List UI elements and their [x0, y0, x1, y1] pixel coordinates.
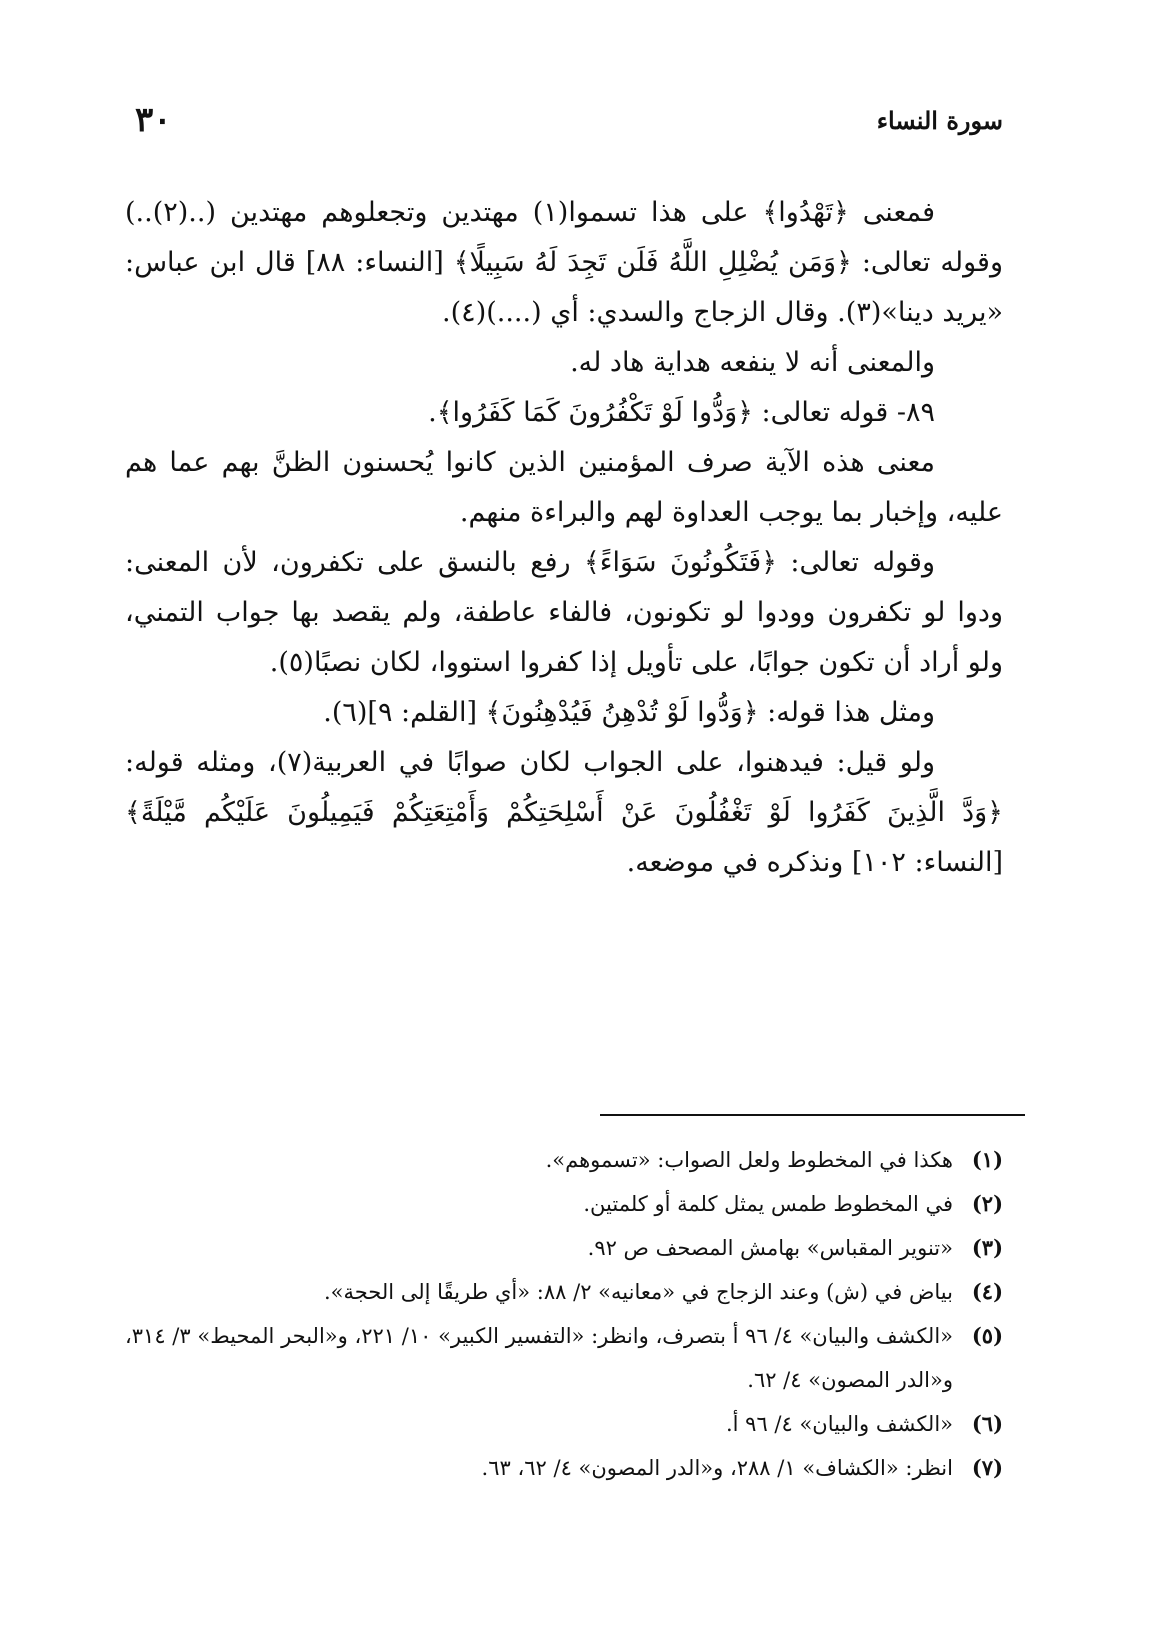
footnote [125, 1402, 1003, 1446]
footnote-number: (٣) [971, 1235, 1003, 1260]
footnote-text: «الكشف والبيان» ٤/ ٩٦ أ. [725, 1412, 953, 1436]
footnote-number: (٢) [971, 1191, 1003, 1216]
footnote [125, 1226, 1003, 1270]
footnote-number: (٧) [971, 1455, 1003, 1480]
footnote-number: (٦) [971, 1411, 1003, 1436]
paragraph: ٨٩- قوله تعالى: ﴿وَدُّوا لَوْ تَكْفُرُونَ كَمَا كَفَرُوا﴾. [428, 397, 935, 428]
footnote-separator [600, 1114, 1025, 1116]
paragraph: ومثل هذا قوله: ﴿وَدُّوا لَوْ تُدْهِنُ فَيُدْهِنُونَ﴾ [القلم: ٩](٦). [323, 697, 935, 728]
footnote-number: (١) [971, 1147, 1003, 1172]
footnote-number: (٥) [971, 1323, 1003, 1348]
paragraph: وقوله تعالى: ﴿فَتَكُونُونَ سَوَاءً﴾ رفع بالنسق على تكفرون، لأن المعنى: ودوا لو تكفرون وودوا لو تكونون، فالفاء عاطفة، ولم يقصد بها جواب التمني، ولو أراد أن تكون جوابًا، على تأويل إذا كفروا استووا، لكان نصبًا(٥). [125, 547, 1003, 678]
paragraph: ولو قيل: فيدهنوا، على الجواب لكان صوابًا في العربية(٧)، ومثله قوله: ﴿وَدَّ الَّذِينَ كَفَرُوا لَوْ تَغْفُلُونَ عَنْ أَسْلِحَتِكُمْ وَأَمْتِعَتِكُمْ فَيَمِيلُونَ عَلَيْكُم مَّيْلَةً﴾ [النساء: ١٠٢] ونذكره في موضعه. [125, 747, 1003, 878]
footnote-text: «الكشف والبيان» ٤/ ٩٦ أ بتصرف، وانظر: «التفسير الكبير» ١٠/ ٢٢١، و«البحر المحيط» ٣/ ٣١٤، و«الدر المصون» ٤/ ٦٢. [125, 1324, 953, 1392]
footnote-text: بياض في (ش) وعند الزجاج في «معانيه» ٢/ ٨٨: «أي طريقًا إلى الحجة». [323, 1280, 953, 1304]
paragraph: معنى هذه الآية صرف المؤمنين الذين كانوا يُحسنون الظنَّ بهم عما هم عليه، وإخبار بما يوجب العداوة لهم والبراءة منهم. [125, 447, 1003, 528]
footnote-text: انظر: «الكشاف» ١/ ٢٨٨، و«الدر المصون» ٤/ ٦٢، ٦٣. [481, 1456, 953, 1480]
page-number: ٣٠ [135, 100, 172, 140]
footnote [125, 1270, 1003, 1314]
paragraph: والمعنى أنه لا ينفعه هداية هاد له. [570, 347, 935, 378]
footnote [125, 1138, 1003, 1182]
running-title: سورة النساء [876, 105, 1003, 135]
footnote [125, 1182, 1003, 1226]
footnote-text: في المخطوط طمس يمثل كلمة أو كلمتين. [583, 1192, 953, 1216]
footnote [125, 1314, 1003, 1402]
page-header [135, 95, 1003, 145]
footnote-number: (٤) [971, 1279, 1003, 1304]
main-text [125, 188, 1003, 888]
footnote-text: «تنوير المقباس» بهامش المصحف ص ٩٢. [587, 1236, 953, 1260]
paragraph: فمعنى ﴿تَهْدُوا﴾ على هذا تسموا(١) مهتدين وتجعلوهم مهتدين (..(٢)..) وقوله تعالى: ﴿وَمَن يُضْلِلِ اللَّهُ فَلَن تَجِدَ لَهُ سَبِيلًا﴾ [النساء: ٨٨] قال ابن عباس: «يريد دينا»(٣). وقال الزجاج والسدي: أي (....)(٤). [125, 197, 1003, 328]
footnote-text: هكذا في المخطوط ولعل الصواب: «تسموهم». [545, 1148, 953, 1172]
footnotes [125, 1138, 1003, 1490]
footnote [125, 1446, 1003, 1490]
